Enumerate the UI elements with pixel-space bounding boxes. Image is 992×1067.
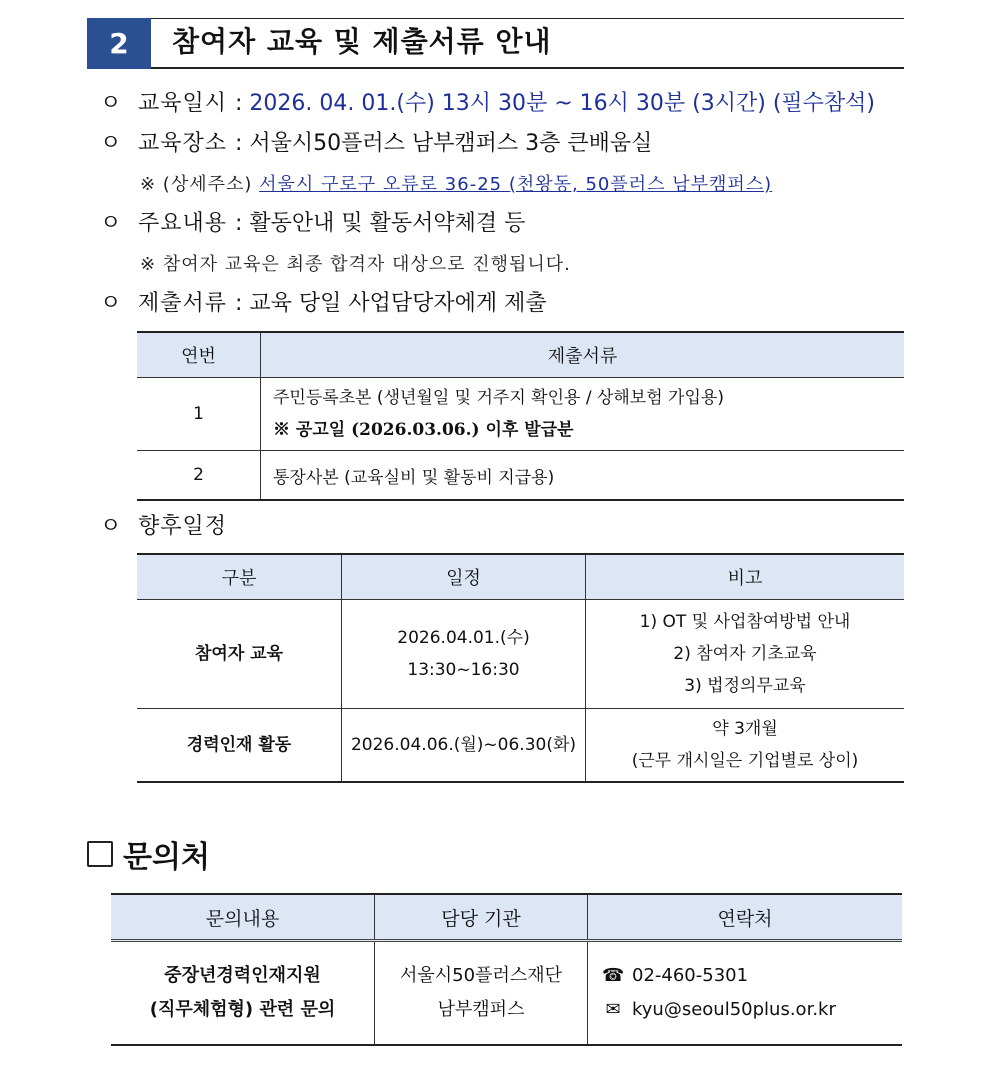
section-number-badge: 2 bbox=[87, 18, 151, 69]
schedule-row-1-note3: 3) 법정의무교육 bbox=[684, 676, 806, 696]
section-top-rule bbox=[151, 18, 904, 19]
contact-org-line1: 서울시50플러스재단 bbox=[399, 965, 562, 986]
schedule-table bbox=[137, 553, 904, 783]
bullet-marker: ㅇ bbox=[100, 91, 122, 116]
contact-table bbox=[111, 893, 902, 1046]
contact-phone-line bbox=[602, 959, 901, 993]
contact-org bbox=[375, 941, 588, 1046]
contact-heading bbox=[87, 832, 210, 876]
table-row bbox=[137, 709, 904, 783]
schedule-row-1-cat: 참여자 교육 bbox=[137, 600, 342, 709]
schedule-row-1-note1: 1) OT 및 사업참여방법 안내 bbox=[639, 612, 851, 632]
schedule-header-date: 일정 bbox=[342, 554, 586, 600]
schedule-row-2-notes bbox=[586, 709, 905, 783]
contact-phone[interactable]: 02-460-5301 bbox=[632, 965, 749, 986]
contact-table-header bbox=[111, 894, 902, 941]
docs-row-1-no: 1 bbox=[137, 378, 261, 451]
contact-topic-line1: 중장년경력인재지원 bbox=[164, 965, 321, 986]
docs-label: 제출서류 : bbox=[138, 291, 244, 316]
docs-header-doc: 제출서류 bbox=[261, 332, 905, 378]
checkbox-square-icon bbox=[87, 841, 113, 867]
content-note: ※ 참여자 교육은 최종 합격자 대상으로 진행됩니다. bbox=[140, 254, 571, 275]
table-row bbox=[111, 941, 902, 1046]
contact-header-org: 담당 기관 bbox=[375, 894, 588, 941]
schedule-row-2-note1: 약 3개월 bbox=[712, 719, 778, 739]
schedule-row-2-date: 2026.04.06.(월)~06.30(화) bbox=[342, 709, 586, 783]
edu-time-label: 교육일시 : bbox=[138, 91, 244, 116]
schedule-row-1-date1: 2026.04.01.(수) bbox=[397, 628, 530, 648]
docs-header-no: 연번 bbox=[137, 332, 261, 378]
docs-row-2-doc: 통장사본 (교육실비 및 활동비 지급용) bbox=[261, 451, 905, 501]
table-row bbox=[137, 600, 904, 709]
edu-place-row bbox=[100, 126, 652, 157]
schedule-row-1-note2: 2) 참여자 기초교육 bbox=[673, 644, 817, 664]
docs-row-1-doc bbox=[261, 378, 905, 451]
section-title: 참여자 교육 및 제출서류 안내 bbox=[172, 25, 552, 58]
docs-table-header bbox=[137, 332, 904, 378]
docs-row bbox=[100, 286, 547, 317]
envelope-icon: ✉ bbox=[605, 999, 621, 1020]
schedule-label: 향후일정 bbox=[138, 514, 228, 539]
contact-header-info: 연락처 bbox=[588, 894, 903, 941]
docs-table bbox=[137, 331, 904, 501]
content-value: 활동안내 및 활동서약체결 등 bbox=[249, 211, 526, 236]
contact-header-topic: 문의내용 bbox=[111, 894, 375, 941]
docs-value: 교육 당일 사업담당자에게 제출 bbox=[249, 291, 547, 316]
docs-row-1-line1: 주민등록초본 (생년월일 및 거주지 확인용 / 상해보험 가입용) bbox=[273, 388, 724, 408]
schedule-header-note: 비고 bbox=[586, 554, 905, 600]
schedule-row bbox=[100, 509, 227, 540]
schedule-table-header bbox=[137, 554, 904, 600]
schedule-row-2-note2: (근무 개시일은 기업별로 상이) bbox=[631, 751, 859, 771]
address-note bbox=[140, 170, 772, 196]
docs-row-2-no: 2 bbox=[137, 451, 261, 501]
edu-place-value: 서울시50플러스 남부캠퍼스 3층 큰배움실 bbox=[249, 131, 653, 156]
table-row bbox=[137, 378, 904, 451]
contact-topic bbox=[111, 941, 375, 1046]
contact-title: 문의처 bbox=[123, 840, 210, 875]
schedule-row-1-notes bbox=[586, 600, 905, 709]
contact-topic-line2: (직무체험형) 관련 문의 bbox=[149, 999, 336, 1020]
schedule-row-2-cat: 경력인재 활동 bbox=[137, 709, 342, 783]
content-label: 주요내용 : bbox=[138, 211, 244, 236]
bullet-marker: ㅇ bbox=[100, 131, 122, 156]
section-bottom-rule bbox=[151, 67, 904, 69]
contact-info bbox=[588, 941, 903, 1046]
edu-time-value: 2026. 04. 01.(수) 13시 30분 ~ 16시 30분 (3시간) (필수참석) bbox=[249, 91, 875, 116]
contact-email-line bbox=[602, 993, 901, 1027]
bullet-marker: ㅇ bbox=[100, 514, 122, 539]
edu-time-row bbox=[100, 86, 875, 117]
schedule-row-1-date bbox=[342, 600, 586, 709]
address-prefix: ※ (상세주소) bbox=[140, 174, 253, 195]
schedule-row-1-date2: 13:30~16:30 bbox=[407, 660, 520, 680]
contact-email[interactable]: kyu@seoul50plus.or.kr bbox=[632, 999, 836, 1020]
table-row bbox=[137, 451, 904, 501]
schedule-header-cat: 구분 bbox=[137, 554, 342, 600]
phone-icon: ☎ bbox=[602, 965, 625, 986]
address-link[interactable]: 서울시 구로구 오류로 36-25 (천왕동, 50플러스 남부캠퍼스) bbox=[259, 174, 773, 195]
bullet-marker: ㅇ bbox=[100, 291, 122, 316]
docs-row-1-line2: ※ 공고일 (2026.03.06.) 이후 발급분 bbox=[273, 420, 574, 440]
bullet-marker: ㅇ bbox=[100, 211, 122, 236]
contact-org-line2: 남부캠퍼스 bbox=[437, 999, 525, 1020]
edu-place-label: 교육장소 : bbox=[138, 131, 244, 156]
content-row bbox=[100, 206, 525, 237]
